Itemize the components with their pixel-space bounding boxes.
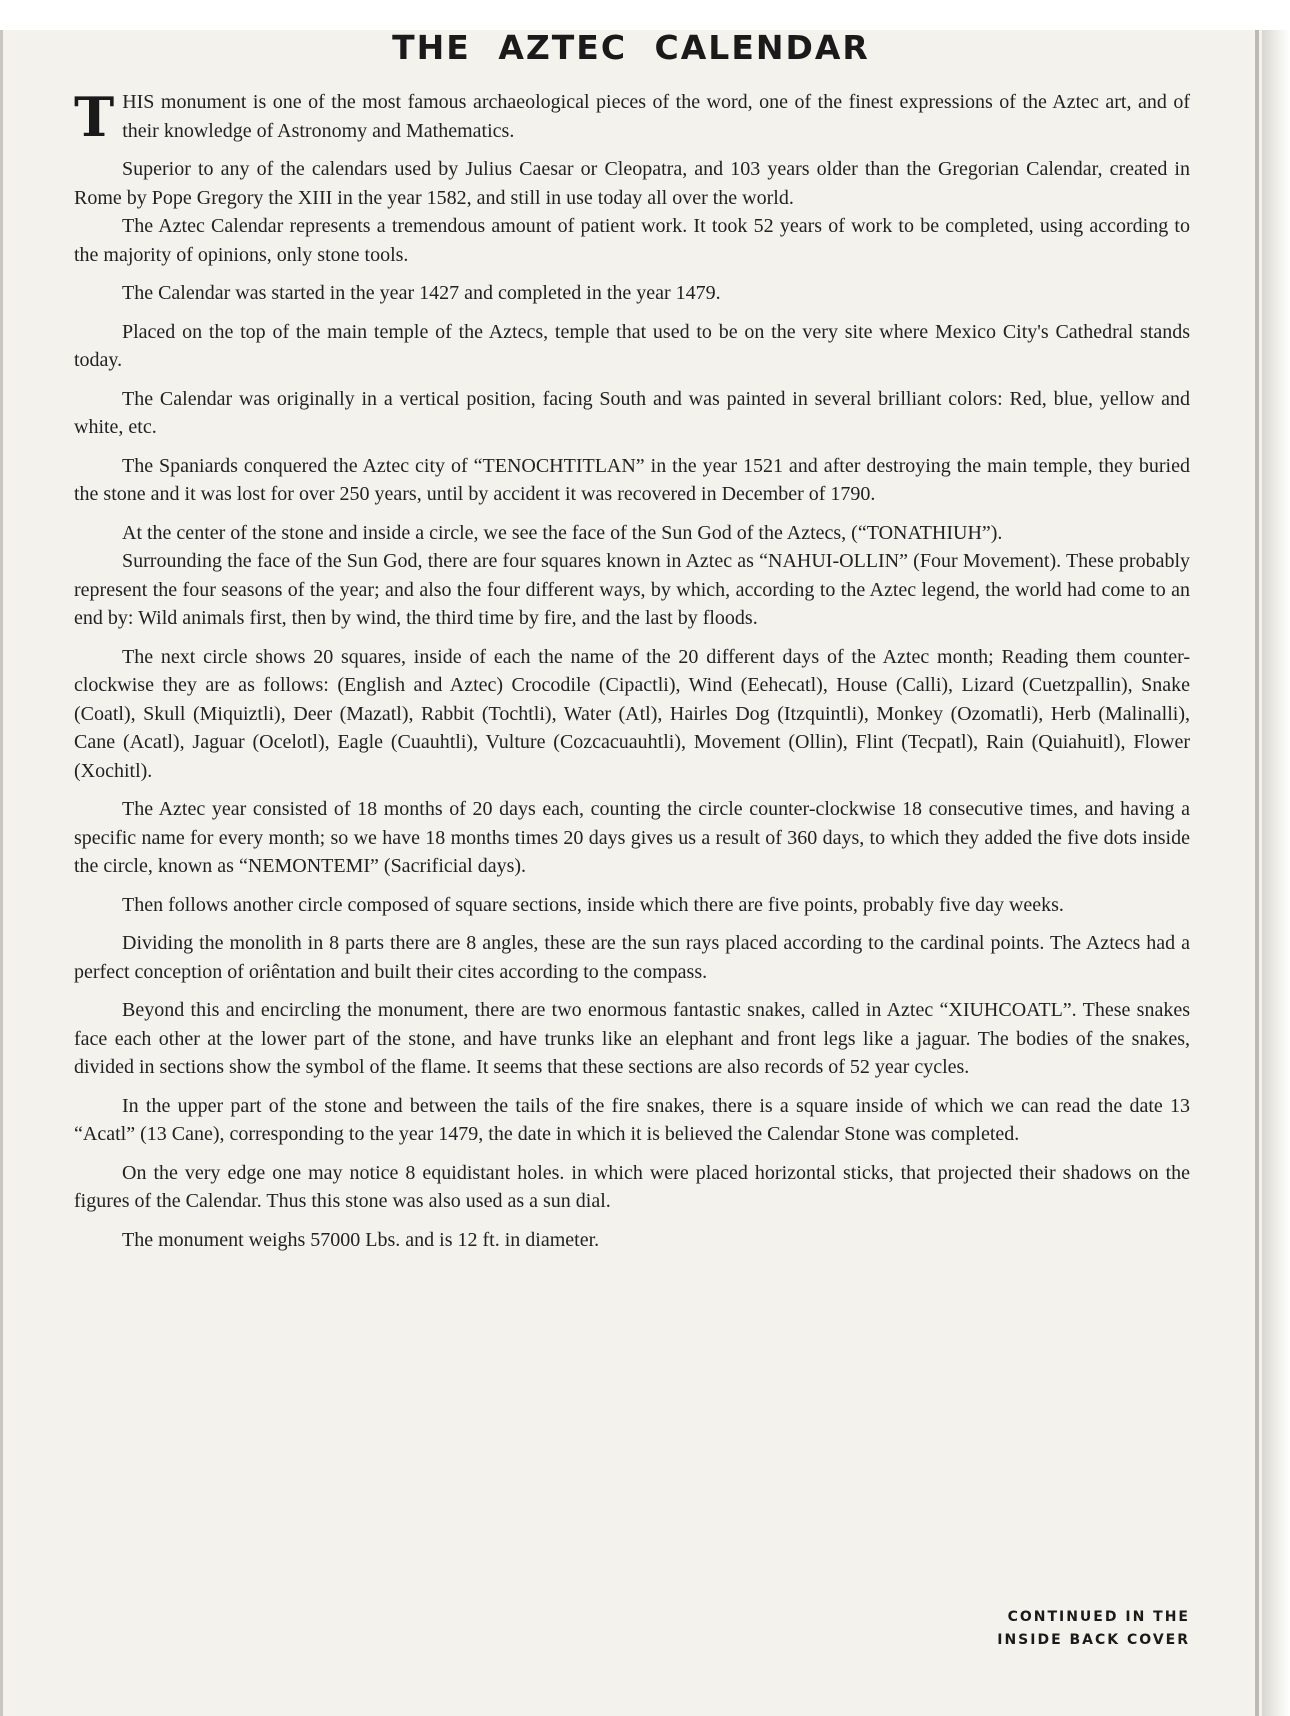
paragraph-5: Placed on the top of the main temple of the Aztecs, temple that used to be on the very site where Mexico City's Cathedral stands today.	[74, 320, 1190, 371]
paragraph-2: Superior to any of the calendars used by Julius Caesar or Cleopatra, and 103 years older than the Gregorian Calendar, created in Rome by Pope Gregory the XIII in the year 1582, and still in use today all over the world.	[74, 158, 1190, 209]
article-body	[74, 85, 1190, 1264]
paragraph-12: Then follows another circle composed of square sections, inside which there are five points, probably five day weeks.	[122, 893, 1064, 916]
page-margin	[1262, 30, 1290, 1716]
paragraph-4: The Calendar was started in the year 1427 and completed in the year 1479.	[122, 282, 721, 304]
continued-note	[900, 1606, 1190, 1652]
page-edge-shadow	[1255, 30, 1259, 1716]
continued-line-2: INSIDE BACK COVER	[997, 1632, 1190, 1648]
paragraph-7: The Spaniards conquered the Aztec city of “TENOCHTITLAN” in the year 1521 and after destroying the main temple, they buried the stone and it was lost for over 250 years, until by accident it was recovered in December of 1790.	[74, 454, 1190, 505]
continued-line-1: CONTINUED IN THE	[1007, 1609, 1190, 1625]
paragraph-text: HIS monument is one of the most famous archaeological pieces of the word, one of the finest expressions of the Aztec art, and of their knowledge of Astronomy and Mathematics.	[122, 91, 1190, 142]
drop-cap: T	[74, 85, 115, 149]
paragraph-17: The monument weighs 57000 Lbs. and is 12 ft. in diameter.	[122, 1228, 600, 1251]
paragraph-3: The Aztec Calendar represents a tremendous amount of patient work. It took 52 years of work to be completed, using according to the majority of opinions, only stone tools.	[74, 215, 1190, 266]
paragraph-8: At the center of the stone and inside a circle, we see the face of the Sun God of the Aztecs, (“TONATHIUH”).	[122, 521, 1003, 544]
paragraph-14: Beyond this and encircling the monument, there are two enormous fantastic snakes, called in Aztec “XIUHCOATL”. These snakes face each other at the lower part of the stone, and have trunks like an elephant and front legs like a jaguar. The bodies of the snakes, divided in sections show the symbol of the flame. It seems that these sections are also records of 52 year cycles.	[74, 999, 1190, 1078]
paragraph-16: On the very edge one may notice 8 equidistant holes. in which were placed horizontal sticks, that projected their shadows on the figures of the Calendar. Thus this stone was also used as a sun dial.	[74, 1161, 1190, 1212]
paragraph-10: The next circle shows 20 squares, inside of each the name of the 20 different days of the Aztec month; Reading them counter-clockwise they are as follows: (English and Aztec) Crocodile (Cipactli), Wind (Eehecatl), House (Calli), Lizard (Cuetzpallin), Snake (Coatl), Skull (Miquiztli), Deer (Mazatl), Rabbit (Tochtli), Water (Atl), Hairles Dog (Itzquintli), Monkey (Ozomatli), Herb (Malinalli), Cane (Acatl), Jaguar (Ocelotl), Eagle (Cuauhtli), Vulture (Cozcacuauhtli), Movement (Ollin), Flint (Tecpatl), Rain (Quiahuitl), Flower (Xochitl).	[74, 645, 1190, 782]
paragraph-6: The Calendar was originally in a vertical position, facing South and was painted in several brilliant colors: Red, blue, yellow and white, etc.	[74, 387, 1190, 438]
paragraph-15: In the upper part of the stone and between the tails of the fire snakes, there is a square inside of which we can read the date 13 “Acatl” (13 Cane), corresponding to the year 1479, the date in which it is believed the Calendar Stone was completed.	[74, 1094, 1190, 1145]
paragraph-13: Dividing the monolith in 8 parts there are 8 angles, these are the sun rays placed according to the cardinal points. The Aztecs had a perfect conception of oriêntation and built their cites according to the compass.	[74, 932, 1190, 983]
paragraph-9: Surrounding the face of the Sun God, there are four squares known in Aztec as “NAHUI-OLLIN” (Four Movement). These probably represent the four seasons of the year; and also the four different ways, by which, according to the Aztec legend, the world had come to an end by: Wild animals first, then by wind, the third time by fire, and the last by floods.	[74, 550, 1190, 629]
paragraph-1	[74, 85, 1190, 149]
paragraph-11: The Aztec year consisted of 18 months of 20 days each, counting the circle counter-clockwise 18 consecutive times, and having a specific name for every month; so we have 18 months times 20 days gives us a result of 360 days, to which they added the five dots inside the circle, known as “NEMONTEMI” (Sacrificial days).	[74, 798, 1190, 877]
page-title: THE AZTEC CALENDAR	[392, 28, 870, 67]
